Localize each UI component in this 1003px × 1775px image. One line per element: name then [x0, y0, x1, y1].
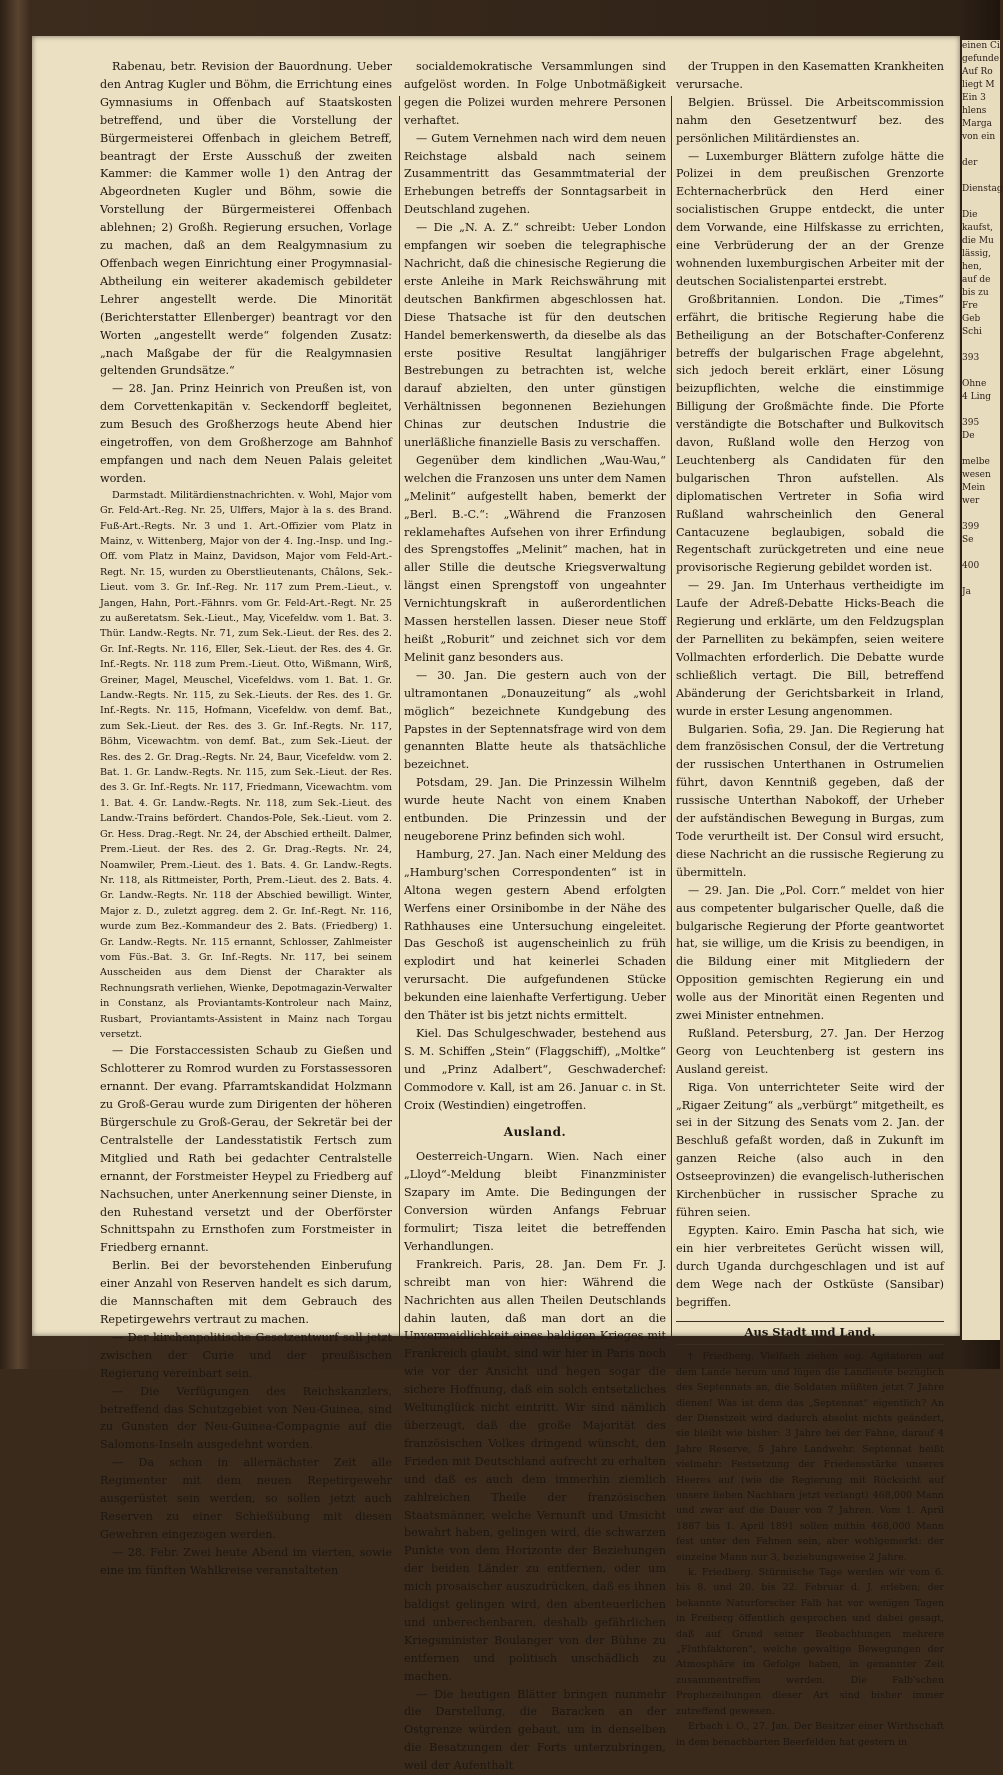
article-paragraph: — Gutem Vernehmen nach wird dem neuen Reichstage alsbald nach seinem Zusammentritt das Gesammtmaterial der Erhebungen betreffs der Sonntagsarbeit in Deutschland zugehen. — [404, 131, 666, 217]
adjacent-fragment: Ohne — [962, 379, 987, 389]
adjacent-fragment — [962, 443, 1000, 456]
article-paragraph: Frankreich. Paris, 28. Jan. Dem Fr. J. schreibt man von hier: Während die Nachrichten aus allen Theilen Deutschlands dahin lauten, daß man dort an die Unvermeidlichkeit eines baldigen Krieges mit Frankreich glaubt, sind wir hier in Paris noch wie vor der Ansicht und hegen sogar die sichere Hoffnung, daß ein solch entsetzliches Weltunglück nicht eintritt. Wir sind nämlich überzeugt, daß die große Majorität des französischen Volkes dringend wünscht, den Frieden mit Deutschland aufrecht zu erhalten und daß es auch dem immerhin ziemlich zahlreichen Theile der französischen Staatsmänner, welche Vernunft und Umsicht bewahrt haben, gelingen wird, die schwarzen Punkte von dem Horizonte der Beziehungen der beiden Länder zu entfernen, oder um mich prosaischer auszudrücken, daß es ihnen baldigst gelingen wird, den abenteuerlichen und unberechenbaren, deshalb gefährlichen Kriegsminister Boulanger von der Bühne zu entfernen und politisch unschädlich zu machen. — [404, 1257, 666, 1683]
article-paragraph: Bulgarien. Sofia, 29. Jan. Die Regierung hat dem französischen Consul, der die Vertretung der russischen Unterthanen in Ostrumelien führt, davon Kenntniß gegeben, daß der russische Unterthan Nabokoff, der Urheber der aufständischen Bewegung in Burgas, zum Tode verurtheilt ist. Der Consul wird ersucht, diese Nachricht an die russische Regierung zu übermitteln. — [676, 722, 944, 879]
adjacent-fragment: Ja — [962, 587, 971, 597]
adjacent-fragment: Se — [962, 535, 974, 545]
article-paragraph: k. Friedberg. Stürmische Tage werden wir vom 6. bis 8. und 20. bis 22. Februar d. J. erleben; der bekannte Naturforscher Falb hat vor wenigen Tagen in Freiberg öffentlich gesprochen und dabei gesagt, daß auf Grund seiner Beobachtungen mehrere „Fluthfaktoren“, welche gewaltige Bewegungen der Atmosphäre im Gefolge haben, in genannter Zeit zusammentreffen werden. Die Falb'schen Prophezeihungen dieser Art sind bisher immer zutreffend gewesen. — [676, 1567, 944, 1717]
adjacent-fragment: Ein 3 — [962, 93, 986, 103]
article-paragraph: Oesterreich-Ungarn. Wien. Nach einer „Lloyd“-Meldung bleibt Finanzminister Szapary im Amte. Die Bedingungen der Conversion würden Anfangs Februar formulirt; Tisza leitet die betreffenden Verhandlungen. — [404, 1150, 666, 1253]
adjacent-fragment: wesen — [962, 470, 991, 480]
adjacent-fragment — [962, 170, 1000, 183]
article-paragraph: Großbritannien. London. Die „Times“ erfährt, die britische Regierung habe die Betheiligung an der Botschafter-Conferenz betreffs der bulgarischen Frage abgelehnt, sich jedoch bereit erklärt, einer Lösung beizupflichten, welche die einstimmige Billigung der Großmächte finde. Die Pforte verständigte die Botschafter und Bulkovitsch davon, Rußland wolle den Herzog von Leuchtenberg als Candidaten für den bulgarischen Thron aufstellen. Als diplomatischen Vertreter in Sofia wird Rußland wahrscheinlich den General Cantacuzene beglaubigen, sobald die Regentschaft zurückgetreten und eine neue provisorische Regierung gebildet worden ist. — [676, 292, 944, 575]
article-paragraph: Hamburg, 27. Jan. Nach einer Meldung des „Hamburg'schen Correspondenten“ ist in Altona wegen gestern Abend erfolgten Werfens einer Orsinibombe in der Nähe des Rathhauses eine Untersuchung eingeleitet. Das Geschoß ist augenscheinlich zu früh explodirt und hat keinerlei Schaden verursacht. Die aufgefundenen Stücke bekunden eine laienhafte Verfertigung. Ueber den Thäter ist bis jetzt nichts ermittelt. — [404, 847, 666, 1023]
article-paragraph: Rußland. Petersburg, 27. Jan. Der Herzog Georg von Leuchtenberg ist gestern ins Ausland gereist. — [676, 1026, 944, 1076]
adjacent-fragment: Auf Ro — [962, 67, 993, 77]
adjacent-fragment — [962, 144, 1000, 157]
adjacent-fragment: 400 — [962, 561, 980, 571]
adjacent-fragment: kaufst, — [962, 223, 994, 233]
article-paragraph: — 28. Jan. Prinz Heinrich von Preußen ist, von dem Corvettenkapitän v. Seckendorff begleitet, zum Besuch des Großherzogs heute Abend hier eingetroffen, von dem Großherzoge am Bahnhof empfangen und nach dem Neuen Palais geleitet worden. — [100, 382, 392, 485]
article-paragraph: Rabenau, betr. Revision der Bauordnung. Ueber den Antrag Kugler und Böhm, die Errichtung eines Gymnasiums in Offenbach auf Staatskosten betreffend, und über die Vorstellung der Bürgermeisterei Offenbach in gleichem Betreff, beantragt der Erste Ausschuß der zweiten Kammer: die Kammer wolle 1) den Antrag der Abgeordneten Kugler und Böhm, sowie die Vorstellung der Bürgermeisterei Offenbach ablehnen; 2) Großh. Regierung ersuchen, Vorlage zu machen, daß an dem Realgymnasium zu Offenbach wegen Einrichtung einer Progymnasial-Abtheilung ein weiterer akademisch gebildeter Lehrer angestellt werde. Die Minorität (Berichterstatter Ellenberger) beantragt vor den Worten „angestellt werde“ folgenden Zusatz: „nach Maßgabe der für die Realgymnasien geltenden Grundsätze.“ — [100, 60, 392, 378]
adjacent-fragment: Geb — [962, 314, 981, 324]
adjacent-fragment: einen Ci — [962, 41, 1000, 51]
article-paragraph: Darmstadt. Militärdienstnachrichten. v. Wohl, Major vom Gr. Feld-Art.-Reg. Nr. 25, Ulffers, Major à la s. des Brand. Fuß-Art.-Regts. Nr. 3 und 1. Art.-Offizier vom Platz in Mainz, v. Wittenberg, Major von der 4. Ing.-Insp. und Ing.-Off. vom Platz in Mainz, Davidson, Major vom Feld-Art.-Regt. Nr. 15, wurden zu Oberstlieutenants, Châlons, Sek.-Lieut. vom 3. Gr. Inf.-Reg. Nr. 117 zum Prem.-Lieut., v. Jangen, Hahn, Port.-Fähnrs. vom Gr. Feld-Art.-Regt. Nr. 25 zu außeretatsm. Sek.-Lieut., May, Vicefeldw. vom 1. Bat. 3. Thür. Landw.-Regts. Nr. 71, zum Sek.-Lieut. der Res. des 2. Gr. Inf.-Regts. Nr. 116, Eller, Sek.-Lieut. der Res. des 4. Gr. Inf.-Regts. Nr. 118 zum Prem.-Lieut. Otto, Wißmann, Wirß, Greiner, Magel, Meuschel, Vicefeldws. vom 1. Bat. 1. Gr. Landw.-Regts. Nr. 115, zu Sek.-Lieuts. der Res. des 1. Gr. Inf.-Regts. Nr. 115, Hofmann, Vicefeldw. von demf. Bat., zum Sek.-Lieut. der Res. des 3. Gr. Inf.-Regts. Nr. 117, Böhm, Vicewachtm. von demf. Bat., zum Sek.-Lieut. der Res. des 2. Gr. Drag.-Regts. Nr. 24, Baur, Vicefeldw. vom 2. Bat. 1. Gr. Landw.-Regts. Nr. 115, zum Sek.-Lieut. der Res. des 3. Gr. Inf.-Regts. Nr. 117, Friedmann, Vicewachtm. vom 1. Bat. 4. Gr. Landw.-Regts. Nr. 118, zum Sek.-Lieut. des Landw.-Trains befördert. Chandos-Pole, Sek.-Lieut. vom 2. Gr. Hess. Drag.-Regt. Nr. 24, der Abschied ertheilt. Dalmer, Prem.-Lieut. der Res. des 2. Gr. Drag.-Regts. Nr. 24, Noamwiler, Prem.-Lieut. des 1. Bats. 4. Gr. Landw.-Regts. Nr. 118, als Rittmeister, Porth, Prem.-Lieut. des 2. Bats. 4. Gr. Landw.-Regts. Nr. 118 der Abschied bewilligt. Winter, Major z. D., zuletzt aggreg. dem 2. Gr. Inf.-Regt. Nr. 116, wurde zum Bez.-Kommandeur des 2. Bats. (Friedberg) 1. Gr. Landw.-Regts. Nr. 115 ernannt, Schlosser, Zahlmeister vom Füs.-Bat. 3. Gr. Inf.-Regts. Nr. 117, bei seinem Ausscheiden aus dem Dienst der Charakter als Rechnungsrath verliehen, Wienke, Depotmagazin-Verwalter in Constanz, als Proviantamts-Kontroleur nach Mainz, Rusbart, Proviantamts-Assistent in Mainz nach Torgau versetzt. — [100, 489, 392, 1040]
adjacent-fragment — [962, 365, 1000, 378]
column-rule — [671, 96, 672, 1336]
adjacent-fragment: liegt M — [962, 80, 995, 90]
adjacent-fragment — [962, 547, 1000, 560]
article-paragraph: Gegenüber dem kindlichen „Wau-Wau,“ welchen die Franzosen uns unter dem Namen „Melinit“ aufgestellt haben, bemerkt der „Berl. B.-C.“: „Während die Franzosen reklamehaftes Aufsehen von ihrer Erfindung des Sprengstoffes „Melinit“ machen, hat in aller Stille die deutsche Kriegsverwaltung längst einen Sprengstoff von ungeahnter Vernichtungskraft in außerordentlichen Massen herstellen lassen. Dieser neue Stoff heißt „Roburit“ und zeichnet sich vor dem Melinit ganz besonders aus. — [404, 453, 666, 664]
adjacent-fragment: der — [962, 158, 978, 168]
adjacent-fragment: Fre — [962, 301, 978, 311]
column-left — [100, 58, 392, 1577]
adjacent-fragment: Schi — [962, 327, 982, 337]
article-paragraph: — Luxemburger Blättern zufolge hätte die Polizei in dem preußischen Grenzorte Echternacherbrück den Herd einer socialistischen Gruppe entdeckt, die unter dem Vorwande, eine Hilfskasse zu errichten, eine Verbrüderung der an der Grenze wohnenden luxemburgischen Arbeiter mit der deutschen Socialistenpartei erstrebt. — [676, 149, 944, 288]
adjacent-fragment — [962, 573, 1000, 586]
adjacent-fragment: De — [962, 431, 975, 441]
adjacent-fragment: 4 Ling — [962, 392, 991, 402]
article-paragraph: socialdemokratische Versammlungen sind aufgelöst worden. In Folge Unbotmäßigkeit gegen die Polizei wurden mehrere Personen verhaftet. — [404, 60, 666, 127]
adjacent-fragment: melbe — [962, 457, 990, 467]
column-right — [676, 58, 944, 1748]
article-paragraph: — Die „N. A. Z.“ schreibt: Ueber London empfangen wir soeben die telegraphische Nachricht, daß die chinesische Regierung die erste Anleihe in Mark Reichswährung mit deutschen Bankfirmen abgeschlossen hat. Diese Thatsache ist für den deutschen Handel bemerkenswerth, da dieselbe als das erste positive Resultat langjähriger Bestrebungen zu betrachten ist, welche darauf abzielten, den unter günstigen Verhältnissen begonnenen Beziehungen Chinas zur deutschen Industrie die unerläßliche finanzielle Basis zu verschaffen. — [404, 221, 666, 450]
article-paragraph: — Da schon in allernächster Zeit alle Regimenter mit dem neuen Repetirgewehr ausgerüstet sein werden, so sollen jetzt auch Reserven zu einer Schießübung mit diesen Gewehren eingezogen werden. — [100, 1456, 392, 1541]
adjacent-fragment: die Mu — [962, 236, 994, 246]
article-paragraph: — 28. Febr. Zwei heute Abend im vierten, sowie eine im fünften Wahlkreise veranstalteten — [100, 1545, 392, 1577]
article-paragraph: Erbach i. O., 27. Jan. Der Besitzer einer Wirthschaft in dem benachbarten Beerfelden hat gestern in — [676, 1721, 944, 1748]
adjacent-fragment — [962, 196, 1000, 209]
article-paragraph: Egypten. Kairo. Emin Pascha hat sich, wie ein hier verbreitetes Gerücht wissen will, durch Uganda durchgeschlagen und ist auf dem Wege nach der Ostküste (Sansibar) begriffen. — [676, 1223, 944, 1309]
article-paragraph: — Der kirchenpolitische Gesetzentwurf soll jetzt zwischen der Curie und der preußischen Regierung vereinbart sein. — [100, 1330, 392, 1380]
adjacent-fragment: 395 — [962, 418, 980, 428]
adjacent-fragment: lässig, — [962, 249, 991, 259]
article-paragraph: Kiel. Das Schulgeschwader, bestehend aus S. M. Schiffen „Stein“ (Flaggschiff), „Moltke“ und „Prinz Adalbert“, Geschwaderchef: Commodore v. Kall, ist am 26. Januar c. in St. Croix (Westindien) eingetroffen. — [404, 1026, 666, 1112]
adjacent-fragment: hen, — [962, 262, 982, 272]
article-paragraph: — 29. Jan. Die „Pol. Corr.“ meldet von hier aus competenter bulgarischer Quelle, daß die bulgarische Regierung der Pforte geantwortet hat, sie willige, um die Krisis zu beendigen, in die Bildung einer mit Mitgliedern der Opposition gemischten Regierung ein und wolle aus der Minorität einen Regenten und zwei Minister entnehmen. — [676, 883, 944, 1023]
article-paragraph: — 30. Jan. Die gestern auch von der ultramontanen „Donauzeitung“ als „wohl möglich“ bezeichnete Kundgebung des Papstes in der Septennatsfrage wird von dem genannten Blatte heute als thatsächliche bezeichnet. — [404, 668, 666, 772]
adjacent-fragment: auf de — [962, 275, 991, 285]
column-rule — [399, 96, 400, 1336]
adjacent-page-edge — [962, 40, 1003, 1340]
adjacent-fragment — [962, 508, 1000, 521]
adjacent-fragment: gefunde — [962, 54, 1000, 64]
adjacent-fragment: bis zu — [962, 288, 989, 298]
adjacent-fragment: hlens — [962, 106, 987, 116]
article-paragraph: — Die Forstaccessisten Schaub zu Gießen und Schlotterer zu Romrod wurden zu Forstassessoren ernannt. Der evang. Pfarramtskandidat Holzmann zu Groß-Gerau wurde zum Dirigenten der höheren Bürgerschule zu Groß-Gerau, der Sekretär bei der Centralstelle der Landesstatistik Fertsch zum Mitglied und Rath bei gedachter Centralstelle ernannt, der Forstmeister Heypel zu Friedberg auf Nachsuchen, unter Anerkennung seiner Dienste, in den Ruhestand versetzt und der Oberförster Schnittspahn zu Ernsthofen zum Forstmeister in Friedberg ernannt. — [100, 1044, 392, 1255]
article-paragraph: Berlin. Bei der bevorstehenden Einberufung einer Anzahl von Reserven handelt es sich darum, die Mannschaften mit dem Gebrauch des Repetirgewehrs vertraut zu machen. — [100, 1259, 392, 1326]
adjacent-fragment: Dienstag — [962, 184, 1003, 194]
article-paragraph: Riga. Von unterrichteter Seite wird der „Rigaer Zeitung“ als „verbürgt“ mitgetheilt, es sei in der Sitzung des Senats vom 2. Jan. der Beschluß gefaßt worden, daß in Zukunft im ganzen Reiche (also auch in den Ostseeprovinzen) die evangelisch-lutherischen Kirchenbücher in russischer Sprache zu führen seien. — [676, 1080, 944, 1219]
section-heading: Ausland. — [503, 1125, 567, 1140]
article-paragraph: — Die Verfügungen des Reichskanzlers, betreffend das Schutzgebiet von Neu-Guinea, sind zu Gunsten der Neu-Guinea-Compagnie auf die Salomons-Inseln ausgedehnt worden. — [100, 1384, 392, 1452]
article-paragraph: Potsdam, 29. Jan. Die Prinzessin Wilhelm wurde heute Nacht von einem Knaben entbunden. Die Prinzessin und der neugeborene Prinz befinden sich wohl. — [404, 776, 666, 843]
adjacent-fragment: Mein — [962, 483, 986, 493]
adjacent-fragment — [962, 404, 1000, 417]
article-paragraph: der Truppen in den Kasematten Krankheiten verursache. — [676, 60, 944, 91]
section-heading: Aus Stadt und Land. — [676, 1321, 944, 1345]
adjacent-fragment: Marga — [962, 119, 993, 129]
adjacent-fragment — [962, 339, 1000, 352]
adjacent-fragment: 399 — [962, 522, 980, 532]
article-paragraph: — Die heutigen Blätter bringen nunmehr die Darstellung, die Baracken an der Ostgrenze würden gebaut, um in denselben die Besatzungen der Forts unterzubringen, weil der Aufenthalt — [404, 1687, 666, 1773]
adjacent-fragment: Die — [962, 210, 978, 220]
column-middle — [404, 58, 666, 1773]
adjacent-fragment: wer — [962, 496, 980, 506]
article-paragraph: Belgien. Brüssel. Die Arbeitscommission nahm den Gesetzentwurf bez. des persönlichen Militärdienstes an. — [676, 95, 944, 145]
adjacent-fragment: 393 — [962, 353, 980, 363]
adjacent-fragment: von ein — [962, 132, 996, 142]
article-paragraph: † Friedberg. Vielfach ziehen sog. Agitatoren auf dem Lande herum und lügen die Landleute bezüglich des Septennats an, die Soldaten müßten jetzt 7 Jahre dienen! Was ist denn das „Septennat“ eigentlich? An der Dienstzeit wird dadurch absolut nichts geändert, sie bleibt wie bisher: 3 Jahre bei der Fahne, darauf 4 Jahre Reserve, 5 Jahre Landwehr. Septennat heißt vielmehr: Festsetzung der Friedensstärke unseres Heeres auf (wie die Regierung mit Rücksicht auf unsere lieben Nachbarn jetzt verlangt) 468,000 Mann und zwar auf die Dauer von 7 Jahren. Vom 1. April 1887 bis 1. April 1891 sollen mithin 468,000 Mann fest unter den Fahnen sein, aber wohlgemerkt: der einzelne Mann nur 3, beziehungsweise 2 Jahre. — [676, 1351, 944, 1563]
article-paragraph: — 29. Jan. Im Unterhaus vertheidigte im Laufe der Adreß-Debatte Hicks-Beach die Regierung und erklärte, um den Feldzugsplan der Parnelliten zu bekämpfen, seien weitere Vollmachten erforderlich. Die Debatte wurde schließlich vertagt. Die Bill, betreffend Abänderung der Gerichtsbarkeit in Irland, wurde in erster Lesung angenommen. — [676, 579, 944, 718]
